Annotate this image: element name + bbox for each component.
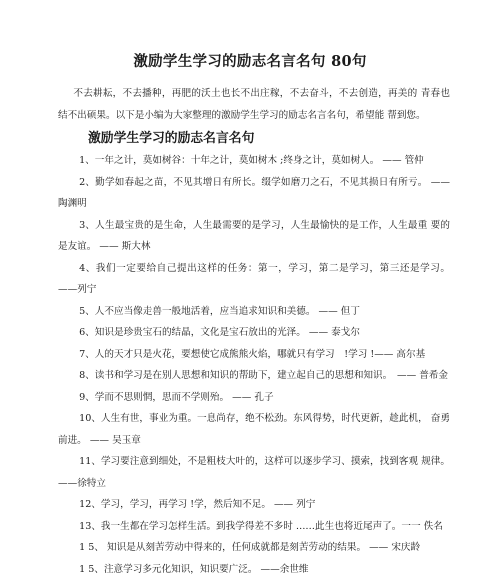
- quote-item: 2、勤学如春起之苗，不见其增日有所长。缀学如磨刀之石，不见其损日有所亏。 ——陶渊明: [58, 172, 450, 215]
- section-title: 激励学生学习的励志名言名句: [88, 127, 254, 146]
- quote-item: 4、我们一定要给自己提出这样的任务：第一，学习，第二是学习，第三还是学习。 ——列宁: [58, 258, 450, 301]
- quote-item: 8、读书和学习是在别人思想和知识的帮助下，建立起自己的思想和知识。 —— 普希金: [58, 365, 450, 387]
- quote-item: 11、学习要注意到细处，不是粗枝大叶的，这样可以逐步学习、摸索，找到客观 规律。——徐特立: [58, 451, 450, 494]
- quote-item: 1 5、 知识是从刻苦劳动中得来的，任何成就都是刻苦劳动的结果。 —— 宋庆龄: [58, 537, 450, 559]
- intro-paragraph: 不去耕耘，不去播种，再肥的沃土也长不出庄稼，不去奋斗，不去创造，再美的 青春也结不出硕果。以下是小编为大家整理的激励学生学习的励志名言名句，希望能 帮到您。: [58, 83, 450, 126]
- quote-item: 1 5、注意学习多元化知识，知识要广泛。 ——余世维: [58, 559, 450, 580]
- quote-list: [58, 150, 450, 580]
- document-title: 激励学生学习的励志名言名句 80句: [0, 50, 500, 71]
- quote-item: 13、我一生都在学习怎样生活。到我学得差不多时 ……此生也将近尾声了。一一 佚名: [58, 516, 450, 538]
- quote-item: 10、人生有世，事业为重。一息尚存，绝不松劲。东风得势，时代更新，趁此机， 奋勇前进。 —— 吴玉章: [58, 408, 450, 451]
- quote-item: 12、学习，学习，再学习 !学，然后知不足。 —— 列宁: [58, 494, 450, 516]
- quote-item: 9、学而不思则惘，思而不学则殆。 —— 孔子: [58, 387, 450, 409]
- quote-item: 6、知识是珍贵宝石的结晶，文化是宝石放出的光泽。 —— 泰戈尔: [58, 322, 450, 344]
- quote-item: 1、一年之计，莫如树谷：十年之计，莫如树木 ;终身之计，莫如树人。 —— 管仲: [58, 150, 450, 172]
- quote-item: 3、人生最宝贵的是生命，人生最需要的是学习，人生最愉快的是工作，人生最重 要的是友谊。 —— 斯大林: [58, 215, 450, 258]
- quote-item: 7、人的天才只是火花，要想使它成熊熊火焰，哪就只有学习 !学习 !—— 高尔基: [58, 344, 450, 366]
- quote-item: 5、人不应当像走兽一般地活着，应当追求知识和美德。 —— 但丁: [58, 301, 450, 323]
